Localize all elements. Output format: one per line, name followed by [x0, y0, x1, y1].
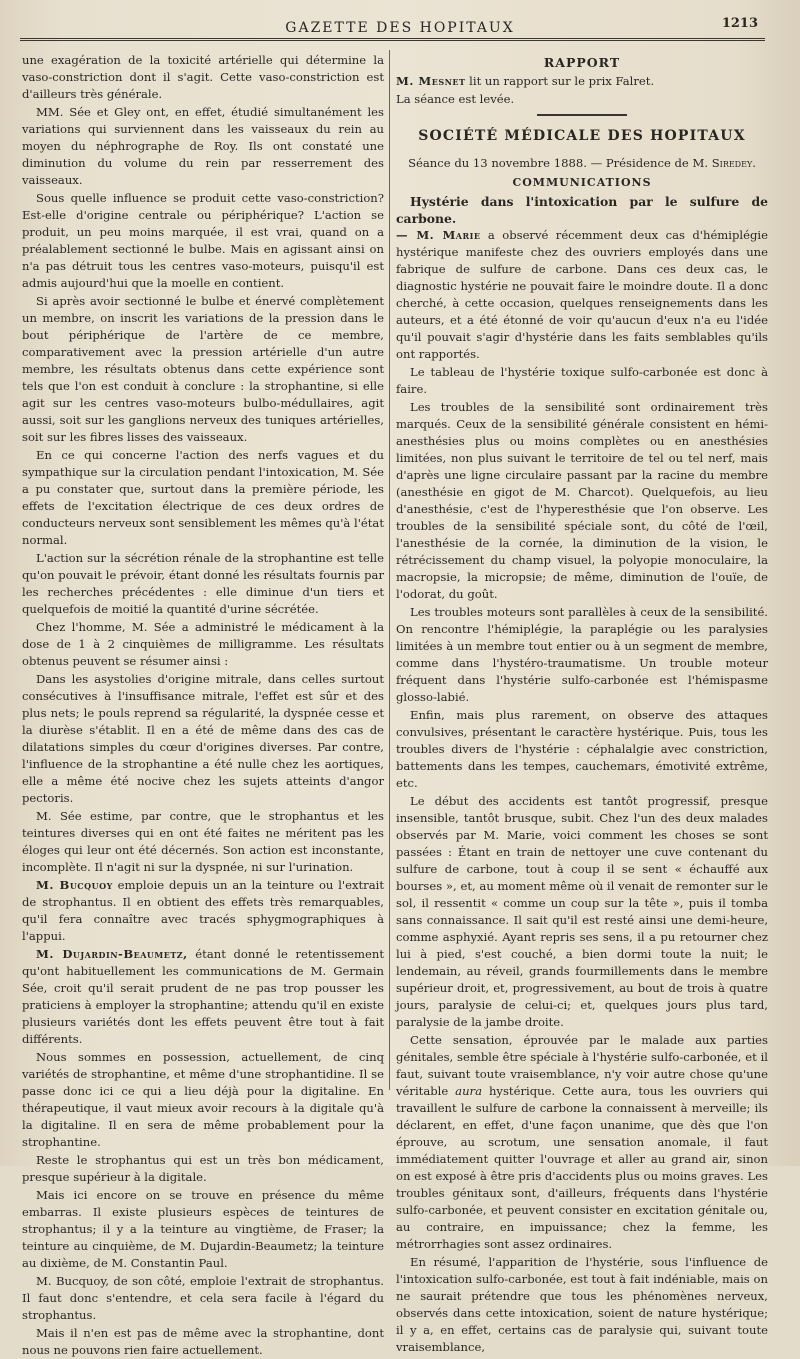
president-name: Siredey. — [711, 156, 756, 170]
paragraph: Reste le strophantus qui est un très bon médicament, presque supérieur à la digitale. — [22, 1153, 384, 1184]
paragraph: une exagération de la toxicité artérielle qui détermine la vaso-constriction dont il s'agit. Cette vaso-constriction est d'ailleurs très générale. — [22, 53, 384, 101]
article-title: Hystérie dans l'intoxication par le sulfure de carbone. — [396, 194, 768, 226]
society-heading: SOCIÉTÉ MÉDICALE DES HOPITAUX — [418, 128, 746, 144]
paragraph — [22, 877, 384, 945]
paragraph: La séance est levée. — [396, 92, 515, 106]
italic-term: aura — [455, 1084, 483, 1098]
paragraph-text: hystérique. Cette aura, tous les ouvriers qui travaillent le sulfure de carbone la connaissent à merveille; ils déclarent, en effet, d'une façon unanime, que dès que l'on éprouve, au scrotum, une sensation anomale, il faut immédiatement quitter l'ouvrage et aller au grand air, sinon on est exposé à être pris d'accidents plus ou moins graves. Les troubles génitaux sont, d'ailleurs, fréquents dans l'hystérie sulfo-carbonée, et peuvent consister en excitation génitale ou, au contraire, en impuissance; chez la femme, les métrorrhagies sont assez ordinaires. — [396, 1084, 768, 1251]
left-column — [22, 52, 384, 1357]
paragraph: Mais ici encore on se trouve en présence du même embarras. Il existe plusieurs espèces de teintures de strophantus; il y a la teinture au vingtième, de Fraser; la teinture au cinquième, de M. Dujardin-Beaumetz; la teinture au dixième, de M. Constantin Paul. — [22, 1188, 384, 1270]
paragraph: Dans les asystolies d'origine mitrale, dans celles surtout consécutives à l'insuffisance mitrale, l'effet est sûr et des plus nets; le pouls reprend sa régularité, la dyspnée cesse et la diurèse s'établit. Il en a été de même dans des cas de dilatations simples du cœur d'origines diverses. Par contre, l'influence de la strophantine a été nulle chez les aortiques, elle a même été nocive chez les sujets atteints d'angor pectoris. — [22, 672, 384, 805]
speaker-name: — M. Marie — [396, 228, 481, 242]
paragraph — [22, 946, 384, 1048]
paragraph — [396, 1032, 768, 1253]
paragraph: L'action sur la sécrétion rénale de la strophantine est telle qu'on pouvait le prévoir, étant donné les résultats fournis par les recherches précédentes : elle diminue d'un tiers et quelquefois de moitié la quantité d'urine sécrétée. — [22, 551, 384, 616]
journal-title: GAZETTE DES HOPITAUX — [285, 20, 515, 36]
page-number: 1213 — [721, 16, 758, 31]
paragraph: Chez l'homme, M. Sée a administré le médicament à la dose de 1 à 2 cinquièmes de milligramme. Les résultats obtenus peuvent se résumer ainsi : — [22, 620, 384, 668]
paragraph-text: Cette sensation, éprouvée par le malade aux parties génitales, semble être spéciale à l'hystérie sulfo-carbonée, et il faut, suivant toute vraisemblance, n'y voir autre chose qu'une véritable — [396, 1033, 768, 1098]
paragraph: En résumé, l'apparition de l'hystérie, sous l'influence de l'intoxication sulfo-carbonée, est tout à fait indéniable, mais on ne saurait prétendre que tous les phénomènes nerveux, observés dans cette intoxication, soient de nature hystérique; il y a, en effet, certains cas de paralysie qui, suivant toute vraisemblance, — [396, 1255, 768, 1354]
section-rule — [537, 114, 627, 116]
paragraph — [396, 227, 768, 363]
paragraph: Mais il n'en est pas de même avec la strophantine, dont nous ne pouvons rien faire actuellement. — [22, 1326, 384, 1357]
paragraph: MM. Sée et Gley ont, en effet, étudié simultanément les variations qui surviennent dans les vaisseaux du rein au moyen du néphrographe de Roy. Ils ont constaté une diminution du volume du rein par resserrement des vaisseaux. — [22, 105, 384, 187]
speaker-name: M. Bucquoy — [36, 878, 113, 892]
paragraph — [396, 73, 768, 90]
paragraph-text: a observé récemment deux cas d'hémiplégie hystérique manifeste chez des ouvriers employés dans une fabrique de sulfure de carbone. Dans ces deux cas, le diagnostic hystérie ne pouvait faire le moindre doute. Il a donc cherché, à cette occasion, quelques renseignements dans les auteurs, et a été étonné de voir qu'aucun d'eux n'a eu l'idée qu'il pouvait s'agir d'hystérie dans les faits semblables qu'ils ont rapportés. — [396, 228, 768, 361]
paragraph: M. Sée estime, par contre, que le strophantus et les teintures diverses qui en ont été faites ne méritent pas les éloges qui leur ont été décernés. Son action est inconstante, incomplète. Il n'agit ni sur la dyspnée, ni sur l'urination. — [22, 809, 384, 874]
paragraph: Nous sommes en possession, actuellement, de cinq variétés de strophantine, et même d'une strophantidine. Il se passe donc ici ce qui a lieu déjà pour la digitaline. En thérapeutique, il vaut mieux avoir recours à la digitale qu'à la digitaline. Il en sera de même probablement pour la strophantine. — [22, 1050, 384, 1149]
paragraph: Le tableau de l'hystérie toxique sulfo-carbonée est donc à faire. — [396, 365, 768, 396]
column-divider — [389, 50, 390, 1090]
rapport-heading: RAPPORT — [543, 55, 621, 70]
paragraph: Si après avoir sectionné le bulbe et énervé complètement un membre, on inscrit les variations de la pression dans le bout périphérique de l'artère de ce membre, comparativement avec la pression artérielle d'un autre membre, les résultats obtenus dans cette expérience sont tels que l'on est conduit à conclure : la strophantine, si elle agit sur les centres vaso-moteurs bulbo-médullaires, agit aussi, soit sur les ganglions nerveux des tuniques artérielles, soit sur les fibres lisses des vaisseaux. — [22, 294, 384, 444]
paragraph: Enfin, mais plus rarement, on observe des attaques convulsives, présentant le caractère hystérique. Puis, tous les troubles divers de l'hystérie : céphalalgie avec constriction, battements dans les tempes, cauchemars, émotivité extrême, etc. — [396, 708, 768, 790]
paragraph-text: étant donné le retentissement qu'ont habituellement les communications de M. Germain Sée, croit qu'il serait prudent de ne pas trop pousser les praticiens à employer la strophantine; attendu qu'il en existe plusieurs variétés dont les effets peuvent être tout à fait différents. — [22, 947, 384, 1046]
paragraph: Les troubles moteurs sont parallèles à ceux de la sensibilité. On rencontre l'hémiplégie, la paraplégie ou les paralysies limitées à un membre tout entier ou à un segment de membre, comme dans l'hystéro-traumatisme. Un trouble moteur fréquent dans l'hystérie sulfo-carbonée est l'hémispasme glosso-labié. — [396, 605, 768, 704]
paragraph: Sous quelle influence se produit cette vaso-constriction? Est-elle d'origine centrale ou périphérique? L'action se produit, un peu moins marquée, il est vrai, quand on a préalablement sectionné le bulbe. Mais en agissant ainsi on n'a pas détruit tous les centres vaso-moteurs, puisqu'il est admis aujourd'hui que la moelle en contient. — [22, 191, 384, 290]
paragraph: En ce qui concerne l'action des nerfs vagues et du sympathique sur la circulation pendant l'intoxication, M. Sée a pu constater que, surtout dans la première période, les effets de l'excitation électrique de ces deux ordres de conducteurs nerveux sont sensiblement les mêmes qu'à l'état normal. — [22, 448, 384, 547]
speaker-name: M. Dujardin-Beaumetz, — [36, 947, 188, 961]
page-header — [20, 12, 780, 38]
communications-heading: COMMUNICATIONS — [512, 176, 652, 189]
session-line — [396, 155, 768, 172]
right-column — [396, 52, 768, 1354]
paragraph: Le début des accidents est tantôt progressif, presque insensible, tantôt brusque, subit. Chez l'un des deux malades observés par M. Marie, voici comment les choses se sont passées : Étant en train de nettoyer une cuve contenant du sulfure de carbone, tout à coup il se sent « échauffé aux bourses », et, au moment même où il venait de remonter sur le sol, il ressentit « comme un coup sur la tête », puis il tomba sans connaissance. Il sait qu'il est resté ainsi une demi-heure, comme asphyxié. Ayant repris ses sens, il a pu retourner chez lui à pied, s'est couché, a bien dormi toute la nuit; le lendemain, au réveil, grands fourmillements dans le membre supérieur droit, et, progressivement, au bout de trois à quatre jours, paralysie de celui-ci; et, quelques jours plus tard, paralysie de la jambe droite. — [396, 794, 768, 1029]
session-date: Séance du 13 novembre 1888. — Présidence de M. — [408, 156, 712, 170]
paragraph: M. Bucquoy, de son côté, emploie l'extrait de strophantus. Il faut donc s'entendre, et cela sera facile à l'égard du strophantus. — [22, 1274, 384, 1322]
paragraph: Les troubles de la sensibilité sont ordinairement très marqués. Ceux de la sensibilité générale consistent en hémi-anesthésies plus ou moins complètes ou en anesthésies limitées, non plus suivant le territoire de tel ou tel nerf, mais d'après une ligne circulaire passant par la racine du membre (anesthésie en gigot de M. Charcot). Quelquefois, au lieu d'anesthésie, c'est de l'hyperesthésie que l'on observe. Les troubles de la sensibilité spéciale sont, du côté de l'œil, l'anesthésie de la cornée, la diminution de la vision, le rétrécissement du champ visuel, la polyopie monoculaire, la macropsie, la micropsie; de même, diminution de l'ouïe, de l'odorat, du goût. — [396, 400, 768, 601]
paragraph-text: lit un rapport sur le prix Falret. — [465, 74, 655, 88]
header-rule — [20, 38, 765, 41]
paragraph-text: emploie depuis un an la teinture ou l'extrait de strophantus. Il en obtient des effets très remarquables, qu'il fera connaître avec tracés sphygmographiques à l'appui. — [22, 878, 384, 943]
speaker-name: M. Mesnet — [396, 74, 466, 88]
